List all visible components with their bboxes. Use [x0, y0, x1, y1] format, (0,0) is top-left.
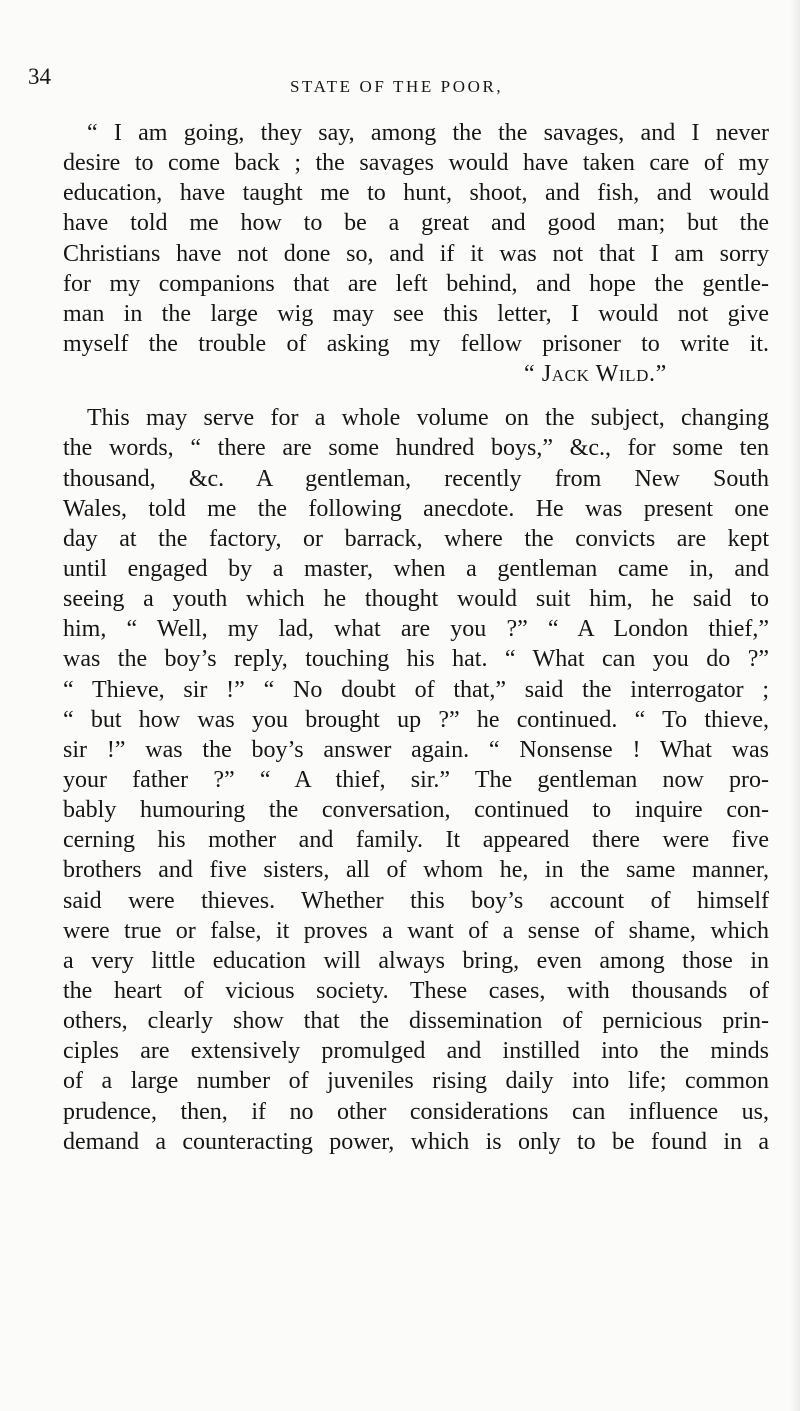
body-paragraph: [63, 403, 769, 1157]
page-edge-shadow: [790, 0, 800, 1411]
body-line: were true or false, it proves a want of a sense of shame, which: [63, 917, 769, 944]
body-line: your father ?” “ A thief, sir.” The gentleman now pro-: [63, 766, 769, 793]
paragraph-gap: [63, 389, 769, 403]
body-line: was the boy’s reply, touching his hat. “ What can you do ?”: [63, 646, 769, 673]
body-line: This may serve for a whole volume on the subject, changing: [87, 405, 769, 432]
body-line: demand a counteracting power, which is only to be found in a: [63, 1128, 769, 1155]
signature-close-quote: ”: [655, 361, 667, 388]
signature-name: Jack Wild.: [541, 361, 656, 388]
body-line: of a large number of juveniles rising daily into life; common: [63, 1068, 769, 1095]
letter-line: for my companions that are left behind, and hope the gentle-: [63, 270, 769, 297]
body-line: Wales, told me the following anecdote. He was present one: [63, 495, 769, 522]
letter-line: have told me how to be a great and good man; but the: [63, 210, 769, 237]
letter-signature: [63, 359, 769, 389]
body-line: until engaged by a master, when a gentleman came in, and: [63, 555, 769, 582]
letter-line: man in the large wig may see this letter, I would not give: [63, 300, 769, 327]
letter-line: education, have taught me to hunt, shoot, and fish, and would: [63, 180, 769, 207]
letter-line: myself the trouble of asking my fellow prisoner to write it.: [63, 330, 769, 357]
quoted-letter: [63, 118, 769, 389]
body-line: bably humouring the conversation, continued to inquire con-: [63, 797, 769, 824]
body-line: a very little education will always bring, even among those in: [63, 947, 769, 974]
body-line: sir !” was the boy’s answer again. “ Nonsense ! What was: [63, 736, 769, 763]
body-line: “ but how was you brought up ?” he continued. “ To thieve,: [63, 706, 769, 733]
signature-open-quote: “: [524, 361, 542, 388]
body-line: ciples are extensively promulged and instilled into the minds: [63, 1038, 769, 1065]
running-head: STATE OF THE POOR,: [290, 77, 504, 96]
body-line: the words, “ there are some hundred boys,” &c., for some ten: [63, 435, 769, 462]
body-line: cerning his mother and family. It appeared there were five: [63, 827, 769, 854]
letter-line: Christians have not done so, and if it was not that I am sorry: [63, 240, 769, 267]
text-block: [63, 118, 769, 1157]
body-line: prudence, then, if no other considerations can influence us,: [63, 1098, 769, 1125]
letter-line: desire to come back ; the savages would have taken care of my: [63, 150, 769, 177]
body-line: him, “ Well, my lad, what are you ?” “ A London thief,”: [63, 616, 769, 643]
body-line: day at the factory, or barrack, where the convicts are kept: [63, 525, 769, 552]
body-line: others, clearly show that the dissemination of pernicious prin-: [63, 1008, 769, 1035]
body-line: thousand, &c. A gentleman, recently from New South: [63, 465, 769, 492]
body-line: brothers and five sisters, all of whom he, in the same manner,: [63, 857, 769, 884]
page-number: 34: [28, 64, 51, 89]
body-line: seeing a youth which he thought would suit him, he said to: [63, 586, 769, 613]
body-line: said were thieves. Whether this boy’s account of himself: [63, 887, 769, 914]
body-line: the heart of vicious society. These cases, with thousands of: [63, 977, 769, 1004]
body-line: “ Thieve, sir !” “ No doubt of that,” said the interrogator ;: [63, 676, 769, 703]
letter-line: “ I am going, they say, among the the savages, and I never: [87, 120, 769, 146]
